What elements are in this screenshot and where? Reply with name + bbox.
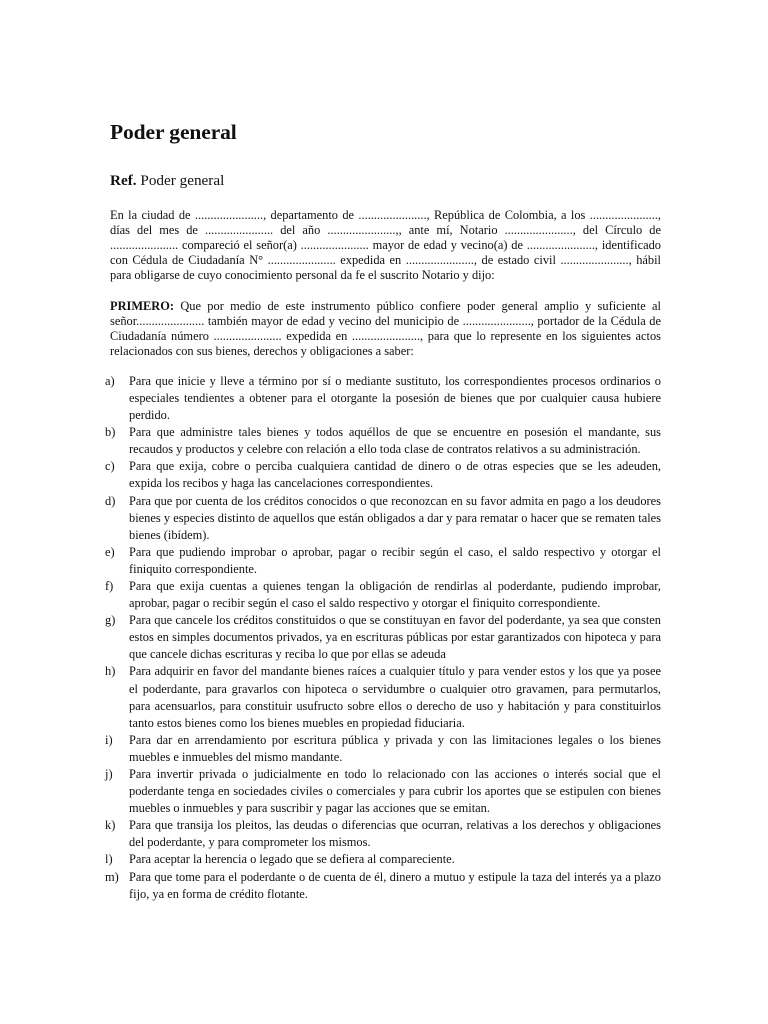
clause-item xyxy=(105,817,661,851)
clause-item xyxy=(105,869,661,903)
clause-marker: j) xyxy=(105,767,113,781)
clause-marker: l) xyxy=(105,852,113,867)
clause-text: Para que transija los pleitos, las deudas o diferencias que ocurran, relativas a los derechos y obligaciones del poderdante, y para comprometer los mismos. xyxy=(129,818,661,850)
clause-marker: a) xyxy=(105,373,115,388)
clause-marker: e) xyxy=(105,544,115,559)
primero-text: Que por medio de este instrumento público confiere poder general amplio y suficiente al señor...................... también mayor de edad y vecino del municipio de ......................, portador de la Cédula de Ciudadanía número ...................... expedida en ......................, para que lo represente en los siguientes actos relacionados con sus bienes, derechos y obligaciones a saber: xyxy=(110,298,661,359)
clause-list xyxy=(105,373,661,903)
clause-marker: d) xyxy=(105,493,116,508)
clause-item xyxy=(105,424,661,458)
clause-marker: h) xyxy=(105,664,116,679)
clause-item xyxy=(105,578,661,612)
clause-item xyxy=(105,766,661,817)
reference-line xyxy=(110,171,661,191)
clause-text: Para que exija cuentas a quienes tengan la obligación de rendirlas al poderdante, pudiendo improbar, aprobar, pagar o recibir según el caso el saldo respectivo y otorgar el finiquito correspondiente. xyxy=(129,578,661,611)
clause-item xyxy=(105,493,661,544)
clause-item xyxy=(105,544,661,578)
clause-text: Para que por cuenta de los créditos conocidos o que reconozcan en su favor admita en pago a los deudores bienes y especies distinto de aquellos que están obligados a dar y para rematar o hacer que se rematen tales bienes (ibídem). xyxy=(129,493,661,542)
clause-text: Para que pudiendo improbar o aprobar, pagar o recibir según el caso, el saldo respectivo y otorgar el finiquito correspondiente. xyxy=(129,544,661,576)
clause-marker: m) xyxy=(105,869,119,884)
primero-paragraph xyxy=(110,299,661,359)
intro-paragraph: En la ciudad de ......................, departamento de ......................, República de Colombia, a los ......................, días del mes de ...................... del año ......................,, ante mí, Notario ......................, del Círculo de ...................... compareció el señor(a) ...................... mayor de edad y vecino(a) de ......................, identificado con Cédula de Ciudadanía N° ...................... expedida en ......................, de estado civil ......................, hábil para obligarse de cuyo conocimiento personal da fe el suscrito Notario y dijo: xyxy=(110,208,661,283)
clause-text: Para invertir privada o judicialmente en todo lo relacionado con las acciones o interés social que el poderdante tenga en sociedades civiles o comerciales y para cubrir los aportes que se estipulen con bienes muebles o inmuebles y para suscribir y pagar las acciones que se emitan. xyxy=(129,767,661,816)
clause-marker: b) xyxy=(105,425,116,440)
clause-item xyxy=(105,663,661,731)
clause-marker: f) xyxy=(105,578,114,593)
primero-label: PRIMERO: xyxy=(110,298,175,313)
clause-text: Para que exija, cobre o perciba cualquiera cantidad de dinero o de otras especies que se les adeuden, expida los recibos y haga las cancelaciones correspondientes. xyxy=(129,459,661,491)
clause-text: Para dar en arrendamiento por escritura pública y privada y con las limitaciones legales o los bienes muebles e inmuebles del mismo mandante. xyxy=(129,732,661,764)
clause-text: Para adquirir en favor del mandante bienes raíces a cualquier título y para vender estos y los que ya posee el poderdante, para gravarlos con hipoteca o servidumbre o cualquier otro gravamen, para permutarlos, para acensuarlos, para constituir usufructo sobre ellos o derecho de uso y habitación y para constituirlos tanto estos bienes como los bienes muebles en propiedad fiduciaria. xyxy=(129,664,661,730)
document-title: Poder general xyxy=(110,120,237,144)
clause-item xyxy=(105,851,661,868)
clause-text: Para aceptar la herencia o legado que se defiera al compareciente. xyxy=(129,852,455,867)
clause-marker: i) xyxy=(105,732,113,747)
document-page xyxy=(105,119,661,903)
clause-text: Para que administre tales bienes y todos aquéllos de que se encuentre en posesión el mandante, sus recaudos y productos y celebre con relación a ello toda clase de contratos relativos a su administración. xyxy=(129,425,661,457)
clause-marker: g) xyxy=(105,613,116,628)
clause-item xyxy=(105,373,661,424)
clause-marker: c) xyxy=(105,459,115,474)
clause-text: Para que tome para el poderdante o de cuenta de él, dinero a mutuo y estipule la taza del interés ya a plazo fijo, ya en forma de crédito flotante. xyxy=(129,869,661,901)
clause-item xyxy=(105,612,661,663)
clause-text: Para que cancele los créditos constituidos o que se constituyan en favor del poderdante, ya sea que consten estos en simples documentos privados, ya en escrituras públicas por estar garantizados con hipoteca y para que cancele dichas escrituras y reciba lo que por ellas se adeuda xyxy=(129,613,661,662)
reference-label: Ref. xyxy=(110,172,137,189)
clause-marker: k) xyxy=(105,818,116,833)
reference-text: Poder general xyxy=(136,172,225,189)
clause-item xyxy=(105,458,661,492)
clause-item xyxy=(105,732,661,766)
clause-text: Para que inicie y lleve a término por sí o mediante sustituto, los correspondientes procesos ordinarios o especiales tendientes a obtener para el otorgante la posesión de bienes que por cualquier causa hubiere perdido. xyxy=(129,373,661,423)
